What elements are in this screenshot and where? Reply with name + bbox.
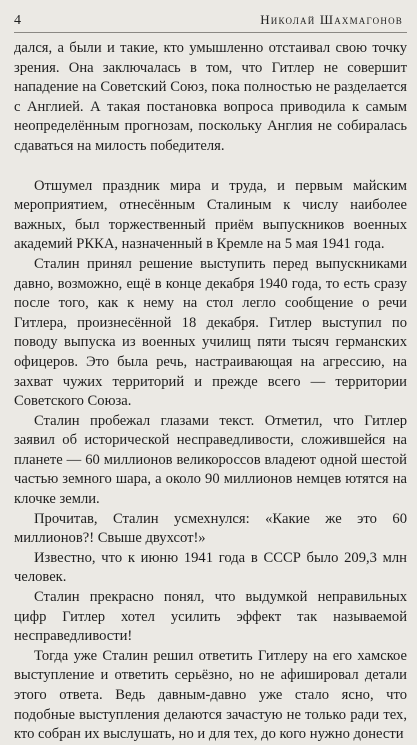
section-break xyxy=(14,157,407,177)
paragraph: Сталин прекрасно понял, что выдумкой неправильных цифр Гитлер хотел усилить эффект так называемой несправедливости! xyxy=(14,589,407,645)
paragraph: Прочитав, Сталин усмехнулся: «Какие же это 60 миллионов?! Свыше двухсот!» xyxy=(14,510,407,547)
page-number: 4 xyxy=(14,13,21,28)
paragraph-continued: дался, а были и такие, кто умышленно отстаивал свою точку зрения. Она заключалась в том, что Гитлер не совершит нападение на Советский Союз, пока полностью не разделается с Англией. А такая постановка вопроса приводила к самым неопределённым прогнозам, поскольку Англия не собиралась сдаваться на милость победителя. xyxy=(14,40,407,154)
paragraph: Тогда уже Сталин решил ответить Гитлеру на его хамское выступление и ответить серьёзно, но не афишировал детали этого ответа. Ведь давным-давно уже стало ясно, что подобные выступления делаются зачастую не только ради тех, кто собран их выслушать, но и для тех, до кого нужно донести xyxy=(14,647,407,743)
author-name: Николай Шахмагонов xyxy=(260,12,403,27)
paragraph: Отшумел праздник мира и труда, и первым майским мероприятием, отнесённым Сталиным к числу наиболее важных, был торжественный приём выпускников военных академий РККА, назначенный в Кремле на 5 мая 1941 года. xyxy=(14,177,407,253)
paragraph: Сталин пробежал глазами текст. Отметил, что Гитлер заявил об исторической несправедливости, сложившейся на планете — 60 миллионов великороссов владеют одной шестой частью земного шара, а около 90 миллионов немцев ютятся на клочке земли. xyxy=(14,412,407,508)
running-head xyxy=(14,12,407,33)
body-text xyxy=(14,39,407,745)
paragraph: Сталин принял решение выступить перед выпускниками давно, возможно, ещё в конце декабря 1940 года, то есть сразу после того, как к нему на стол легло сообщение о речи Гитлера, произнесённой 18 декабря. Гитлер выступил по поводу выпуска из военных училищ пяти тысяч германских офицеров. Это была речь, настраивающая на агрессию, на захват чужих территорий и прежде всего — территории Советского Союза. xyxy=(14,255,407,410)
paragraph: Известно, что к июню 1941 года в СССР было 209,3 млн человек. xyxy=(14,549,407,586)
